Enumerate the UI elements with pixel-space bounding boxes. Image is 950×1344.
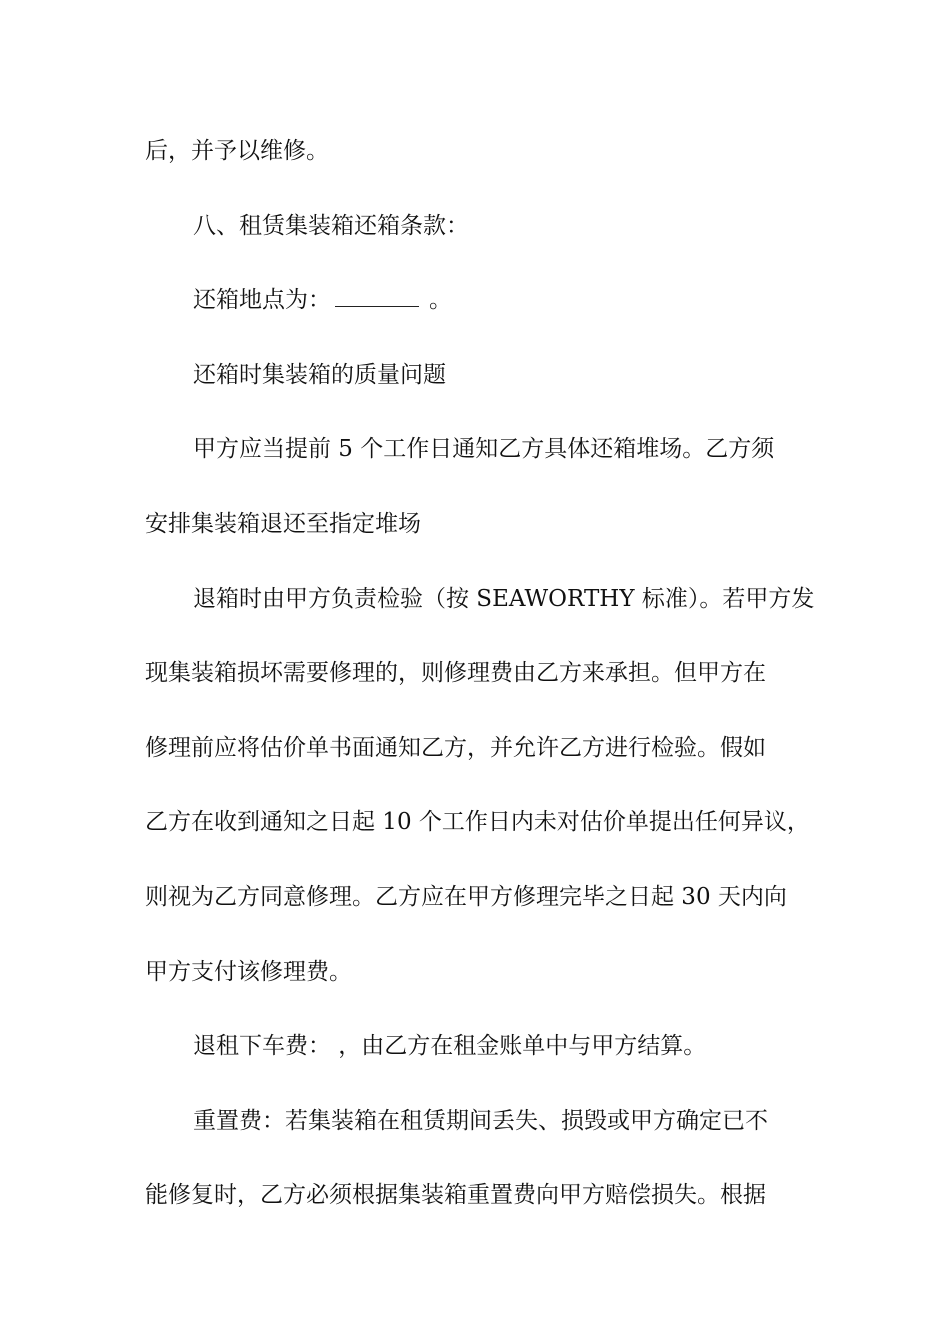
paragraph-line: 退租下车费： ，由乙方在租金账单中与甲方结算。 (193, 1033, 707, 1060)
line-gap (145, 1140, 835, 1177)
line-gap (145, 767, 835, 804)
return-location-label: 还箱地点为： (193, 287, 331, 314)
paragraph-line: 退箱时由甲方负责检验（按 SEAWORTHY 标准）。若甲方发 (193, 585, 815, 612)
paragraph-line: 后，并予以维修。 (145, 138, 329, 164)
subheading: 还箱时集装箱的质量问题 (193, 361, 446, 388)
fill-in-blank (335, 284, 419, 307)
line-gap (145, 842, 835, 879)
paragraph-line: 甲方应当提前 5 个工作日通知乙方具体还箱堆场。乙方须 (193, 436, 775, 463)
paragraph-line: 重置费：若集装箱在租赁期间丢失、损毁或甲方确定已不 (193, 1107, 768, 1134)
paragraph-line: 现集装箱损坏需要修理的，则修理费由乙方来承担。但甲方在 (145, 660, 766, 687)
paragraph-line: 乙方在收到通知之日起 10 个工作日内未对估价单提出任何异议， (145, 809, 810, 836)
paragraph-line: 安排集装箱退还至指定堆场 (145, 510, 421, 537)
line-gap (145, 916, 835, 953)
paragraph-line: 则视为乙方同意修理。乙方应在甲方修理完毕之日起 30 天内向 (145, 883, 787, 910)
line-gap (145, 1065, 835, 1102)
line-gap (145, 394, 835, 431)
line-gap (145, 991, 835, 1028)
line-gap (145, 618, 835, 655)
paragraph-line: 甲方支付该修理费。 (145, 958, 352, 985)
section-heading: 八、租赁集装箱还箱条款： (193, 212, 469, 239)
paragraph-line: 修理前应将估价单书面通知乙方，并允许乙方进行检验。假如 (145, 734, 766, 761)
line-gap (145, 543, 835, 580)
line-gap (145, 170, 835, 207)
return-location-line (145, 282, 835, 319)
document-body (145, 133, 835, 1215)
paragraph-line: 能修复时，乙方必须根据集装箱重置费向甲方赔偿损失。根据 (145, 1182, 766, 1209)
line-gap (145, 692, 835, 729)
line-gap (145, 245, 835, 282)
line-gap (145, 319, 835, 356)
sentence-end: 。 (429, 287, 452, 314)
line-gap (145, 469, 835, 506)
